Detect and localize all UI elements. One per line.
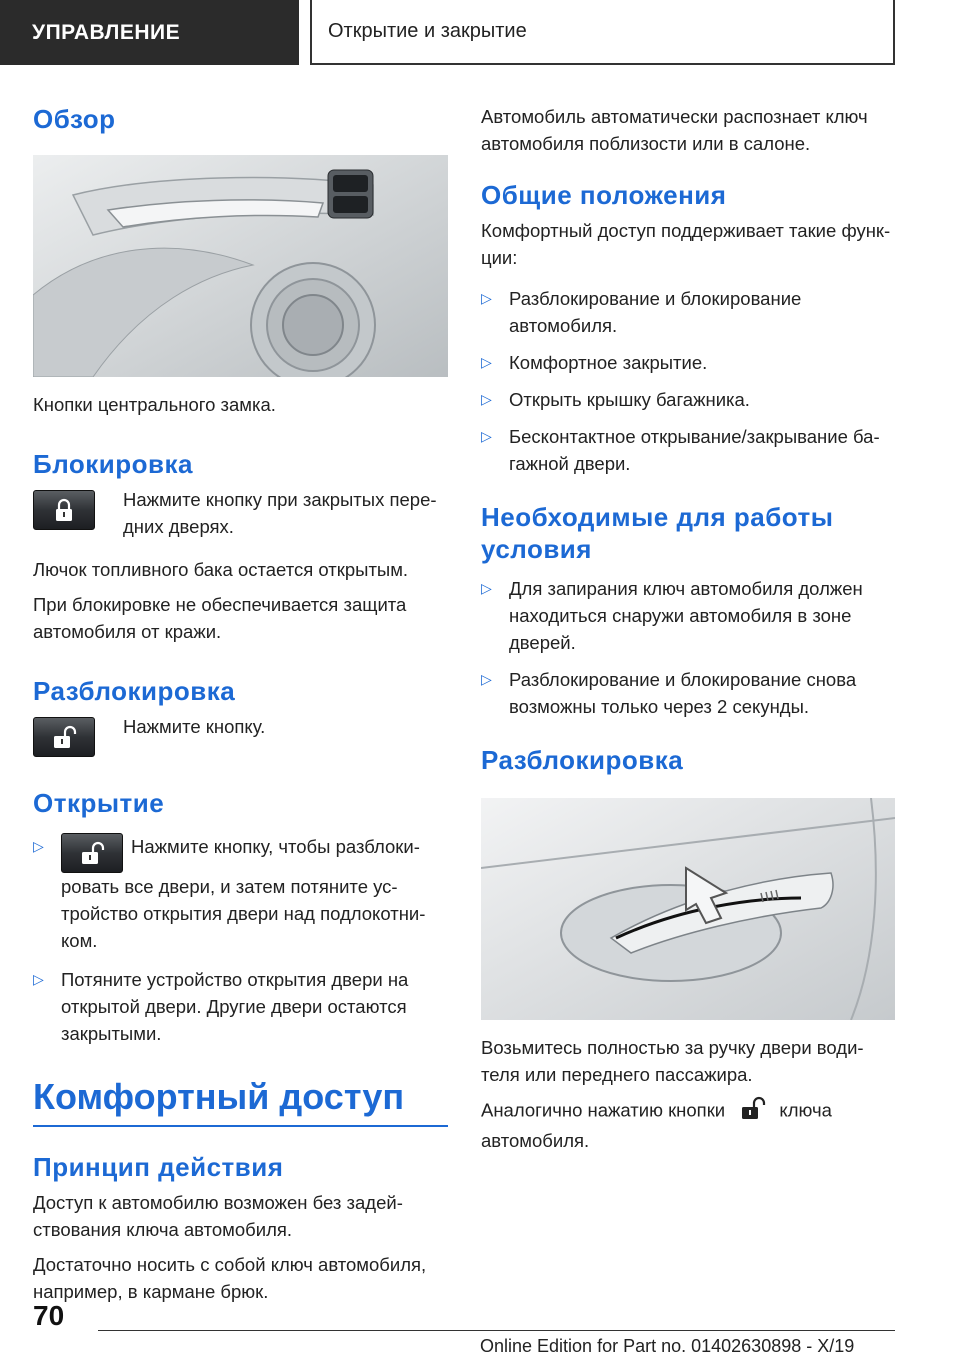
comfort-access-heading: Комфортный доступ <box>33 1075 448 1127</box>
general-item-text: Разблокирование и блокирование автомобиля. <box>509 288 802 336</box>
bullet-triangle-icon: ▷ <box>481 290 492 306</box>
condition-item-text: Для запирания ключ автомобиля должен находиться снаружи автомобиля в зоне дверей. <box>509 578 863 653</box>
overview-heading: Обзор <box>33 104 116 134</box>
door-panel-illustration <box>33 155 448 377</box>
bullet-triangle-icon: ▷ <box>481 354 492 370</box>
edition-text: Online Edition for Part no. 01402630898 - X/19 <box>480 1336 855 1356</box>
open-item-1 <box>33 833 448 954</box>
bullet-triangle-icon: ▷ <box>481 391 492 407</box>
chapter-tab <box>310 0 895 65</box>
unlock-text-1: Возьмитесь полностью за ручку двери води-теля или переднего пассажира. <box>481 1037 864 1085</box>
general-item-text: Бесконтактное открывание/закрывание ба-гажной двери. <box>509 426 880 474</box>
principle-text-1: Доступ к автомобилю возможен без задей-ствования ключа автомобиля. <box>33 1192 403 1240</box>
condition-item-text: Разблокирование и блокирование снова возможны только через 2 секунды. <box>509 669 857 717</box>
condition-item <box>481 575 895 656</box>
chapter-title: Открытие и закрытие <box>328 20 527 42</box>
section-tab <box>0 0 299 65</box>
lock-heading: Блокировка <box>33 449 193 479</box>
general-item <box>481 423 895 477</box>
open-item-2 <box>33 966 448 1047</box>
unlock-button-icon <box>61 833 123 873</box>
unlock-text-2-end: ключа автомобиля. <box>481 1099 832 1151</box>
key-unlock-icon <box>736 1096 768 1127</box>
general-item-text: Открыть крышку багажника. <box>509 389 750 410</box>
page-number: 70 <box>33 1300 65 1331</box>
open-item-2-text: Потяните устройство открытия двери на открытой двери. Другие двери остаются закрытыми. <box>61 969 409 1044</box>
footer-divider <box>98 1330 895 1331</box>
bullet-triangle-icon: ▷ <box>33 838 44 854</box>
conditions-heading: Необходимые для работы условия <box>481 502 834 564</box>
principle-text-2: Достаточно носить с собой ключ автомобиля, например, в кармане брюк. <box>33 1254 427 1302</box>
general-item <box>481 285 895 339</box>
unlock-text-2 <box>481 1096 895 1154</box>
lock-note-2: При блокировке не обеспечивается защита автомобиля от кражи. <box>33 594 407 642</box>
open-heading: Открытие <box>33 788 165 818</box>
left-column <box>33 95 448 1305</box>
section-title: УПРАВЛЕНИЕ <box>32 20 181 44</box>
principle-heading: Принцип действия <box>33 1152 284 1182</box>
lock-text: Нажмите кнопку при закрытых пере-дних дверях. <box>123 489 437 537</box>
bullet-triangle-icon: ▷ <box>481 580 492 596</box>
lock-button-icon <box>33 490 95 530</box>
intro-text: Автомобиль автоматически распознает ключ автомобиля поблизости или в салоне. <box>481 106 868 154</box>
bullet-triangle-icon: ▷ <box>481 671 492 687</box>
condition-item <box>481 666 895 720</box>
right-column <box>481 95 895 1154</box>
unlock-text-2-start: Аналогично нажатию кнопки <box>481 1099 726 1121</box>
general-heading: Общие положения <box>481 180 727 210</box>
general-item-text: Комфортное закрытие. <box>509 352 708 373</box>
overview-caption: Кнопки центрального замка. <box>33 394 276 415</box>
lock-note-1: Лючок топливного бака остается открытым. <box>33 559 409 580</box>
unlock-heading: Разблокировка <box>33 676 236 706</box>
general-text: Комфортный доступ поддерживает такие функ-ции: <box>481 220 891 268</box>
door-handle-figure <box>481 798 895 1020</box>
bullet-triangle-icon: ▷ <box>481 428 492 444</box>
door-panel-figure <box>33 155 448 377</box>
door-handle-illustration <box>481 798 895 1020</box>
bullet-triangle-icon: ▷ <box>33 971 44 987</box>
unlock-text: Нажмите кнопку. <box>123 716 266 737</box>
right-unlock-heading: Разблокировка <box>481 745 684 775</box>
unlock-button-icon <box>33 717 95 757</box>
general-item <box>481 349 895 376</box>
open-item-1-text: Нажмите кнопку, чтобы разблоки-ровать все двери, и затем потяните ус-тройство открытия двери над подлокотни-ком. <box>61 836 426 951</box>
general-item <box>481 386 895 413</box>
